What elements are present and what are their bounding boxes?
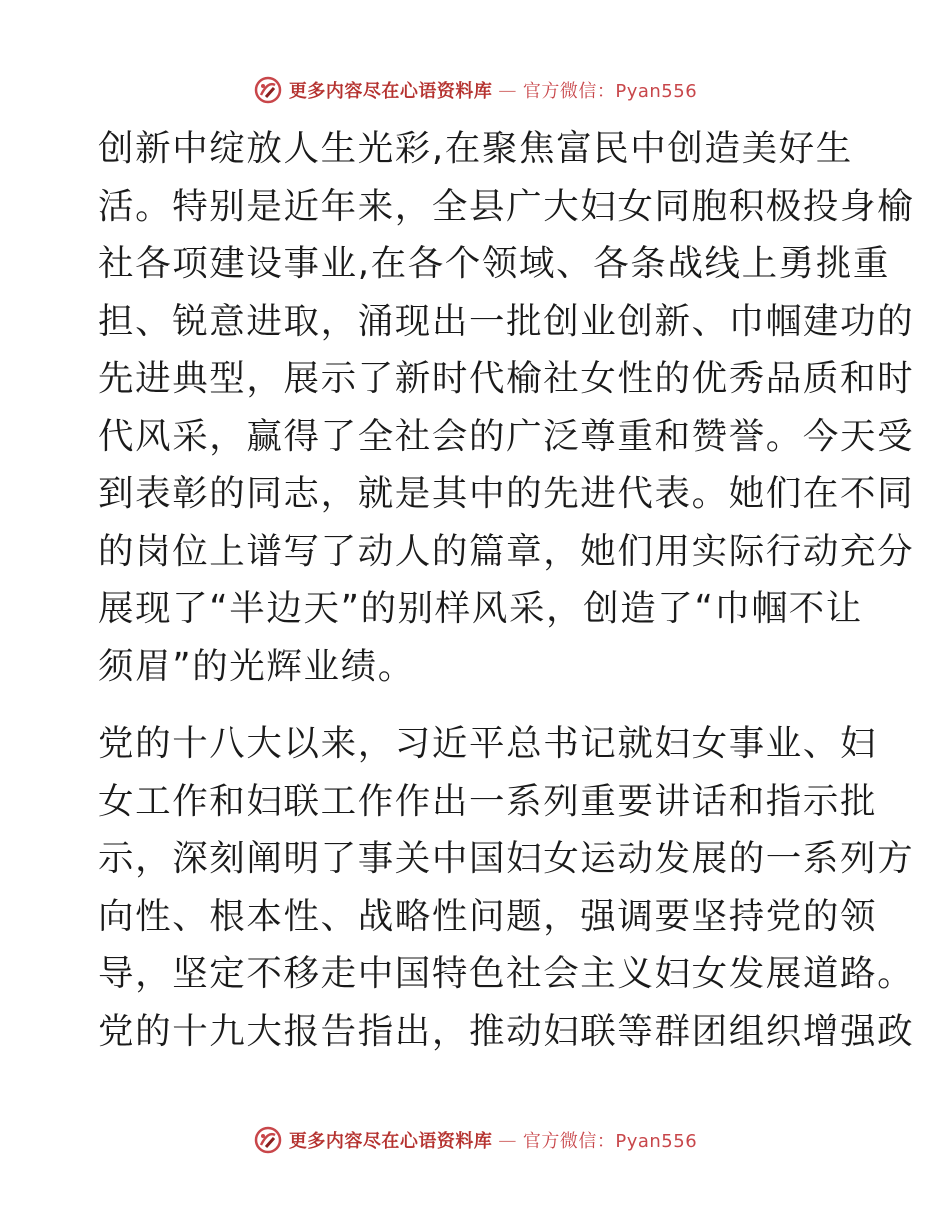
text-line: 示，深刻阐明了事关中国妇女运动发展的一系列方: [98, 838, 915, 879]
text-line: 到表彰的同志，就是其中的先进代表。她们在不同: [98, 473, 915, 514]
text-line: 的岗位上谱写了动人的篇章，她们用实际行动充分: [98, 530, 915, 572]
watermark-brand: 更多内容尽在心语资料库: [288, 1131, 493, 1152]
footer-watermark: [0, 1122, 950, 1158]
paragraph: [98, 120, 915, 695]
paragraph: [98, 715, 915, 1060]
text-line: 创新中绽放人生光彩,在聚焦富民中创造美好生: [98, 128, 853, 169]
watermark-wechat: 官方微信：Pyan556: [522, 81, 698, 102]
text-line: 党的十九大报告指出，推动妇联等群团组织增强政: [98, 1010, 915, 1052]
watermark-separator: —: [498, 1129, 517, 1151]
text-line: 导，坚定不移走中国特色社会主义妇女发展道路。: [98, 953, 915, 994]
document-body: [98, 120, 915, 1060]
header-watermark: [0, 72, 950, 108]
watermark-wechat: 官方微信：Pyan556: [522, 1131, 698, 1152]
text-line: 女工作和妇联工作作出一系列重要讲话和指示批: [98, 780, 878, 822]
watermark-separator: —: [498, 79, 517, 101]
text-line: 代风采，赢得了全社会的广泛尊重和赞誉。今天受: [98, 415, 915, 457]
text-line: 向性、根本性、战略性问题，强调要坚持党的领: [98, 895, 878, 937]
text-line: 党的十八大以来，习近平总书记就妇女事业、妇: [98, 723, 878, 764]
logo-icon: [253, 75, 283, 105]
text-line: 展现了“半边天”的别样风采，创造了“巾帼不让: [98, 588, 863, 629]
text-line: 活。特别是近年来，全县广大妇女同胞积极投身榆: [98, 185, 915, 227]
text-line: 先进典型，展示了新时代榆社女性的优秀品质和时: [98, 358, 915, 399]
text-line: 社各项建设事业,在各个领域、各条战线上勇挑重: [98, 243, 890, 284]
watermark-brand: 更多内容尽在心语资料库: [288, 81, 493, 102]
paragraph-gap: [98, 695, 858, 715]
text-line: 须眉”的光辉业绩。: [98, 645, 415, 687]
logo-icon: [253, 1125, 283, 1155]
text-line: 担、锐意进取，涌现出一批创业创新、巾帼建功的: [98, 300, 915, 342]
